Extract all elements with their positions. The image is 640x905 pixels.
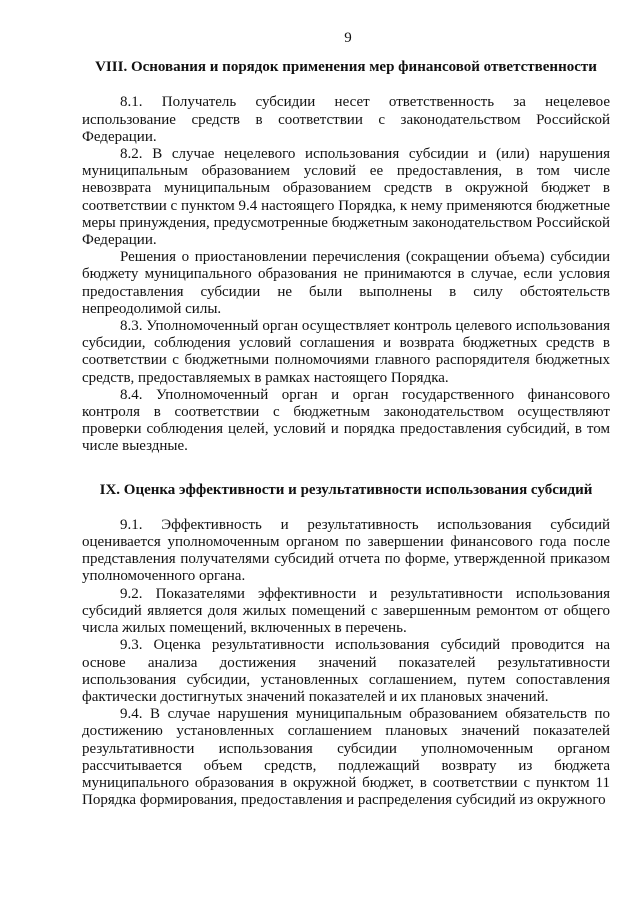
paragraph-8-4: 8.4. Уполномоченный орган и орган государственного финансового контроля в соответствии с бюджетным законодательством осуществляют проверки соблюдения целей, условий и порядка предоставления субсидий, в том числе выездные. — [82, 386, 610, 455]
page-number: 9 — [344, 30, 352, 46]
paragraph-8-2-decisions: Решения о приостановлении перечисления (сокращении объема) субсидии бюджету муниципального образования не принимаются в случае, если условия предоставления субсидии не были выполнены в силу обстоятельств непреодолимой силы. — [82, 249, 610, 317]
paragraph-8-1: 8.1. Получатель субсидии несет ответственность за нецелевое использование средств в соответствии с законодательством Российской Федерации. — [82, 94, 610, 145]
paragraph-8-2: 8.2. В случае нецелевого использования субсидии и (или) нарушения муниципальным образованием условий ее предоставления, в том числе невозврата муниципальным образованием средств в окружной бюджет в соответствии с пунктом 9.4 настоящего Порядка, к нему применяются бюджетные меры принуждения, предусмотренные бюджетным законодательством Российской Федерации. — [82, 146, 610, 249]
section-title: VIII. Основания и порядок применения мер финансовой ответственности — [95, 59, 597, 76]
paragraph-8-3: 8.3. Уполномоченный орган осуществляет контроль целевого использования субсидии, соблюдения условий соглашения и возврата бюджетных средств в соответствии с бюджетными полномочиями главного распорядителя бюджетных средств, предоставляемых в рамках настоящего Порядка. — [82, 318, 610, 386]
paragraph-9-4: 9.4. В случае нарушения муниципальным образованием обязательств по достижению установленных соглашением плановых значений показателей результативности использования субсидии уполномоченным органом рассчитывается объем средств, подлежащий возврату из бюджета муниципального образования в окружной бюджет, в соответствии с пунктом 11 Порядка формирования, предоставления и распределения субсидий из окружного — [82, 706, 610, 809]
section-ix — [82, 482, 610, 810]
paragraph-9-3: 9.3. Оценка результативности использования субсидий проводится на основе анализа достижения значений показателей результативности использования субсидии, установленных соглашением, путем сопоставления фактически достигнутых значений показателей и их плановых значений. — [82, 637, 610, 705]
paragraph-9-2: 9.2. Показателями эффективности и результативности использования субсидий является доля жилых помещений с завершенным ремонтом от общего числа жилых помещений, включенных в перечень. — [82, 585, 610, 637]
paragraph-9-1: 9.1. Эффективность и результативность использования субсидий оценивается уполномоченным органом по завершении финансового года после представления получателями субсидий отчета по форме, утвержденной приказом уполномоченного органа. — [82, 516, 610, 585]
section-title: IX. Оценка эффективности и результативности использования субсидий — [99, 481, 593, 498]
section-viii — [82, 59, 610, 455]
